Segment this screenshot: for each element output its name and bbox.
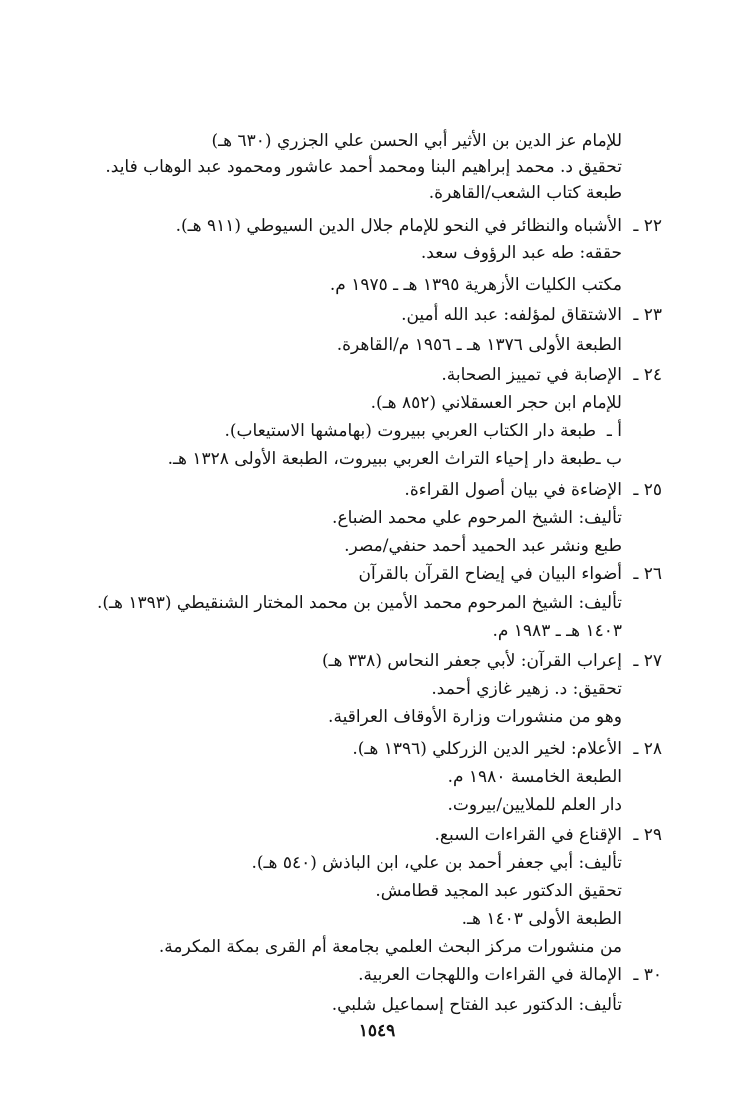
entry-number: ٢٩ ـ: [633, 825, 662, 845]
entry-number: ٢٦ ـ: [633, 564, 662, 584]
entry-text: الإمالة في القراءات واللهجات العربية.: [358, 965, 622, 985]
entry-text: الإصابة في تمييز الصحابة.: [441, 365, 622, 385]
entry-text: تحقيق: د. زهير غازي أحمد.: [431, 679, 622, 699]
entry-detail-line: [0, 390, 754, 416]
entry-heading-line: [0, 302, 754, 328]
entry-text: من منشورات مركز البحث العلمي بجامعة أم القرى بمكة المكرمة.: [158, 937, 622, 957]
entry-text: للإمام ابن حجر العسقلاني (٨٥٢ هـ).: [370, 393, 622, 413]
entry-detail-line: [0, 154, 754, 180]
entry-heading-line: [0, 822, 754, 848]
entry-heading-line: [0, 561, 754, 587]
entry-text: طبعة دار إحياء التراث العربي ببيروت، الطبعة الأولى ١٣٢٨ هـ.: [167, 449, 596, 469]
entry-detail-line: [0, 590, 754, 616]
entry-heading-line: [0, 477, 754, 503]
entry-number: ٢٨ ـ: [633, 739, 662, 759]
entry-number: ٢٢ ـ: [633, 216, 662, 236]
entry-text: مكتب الكليات الأزهرية ١٣٩٥ هـ ـ ١٩٧٥ م.: [329, 275, 622, 295]
entry-text: حققه: طه عبد الرؤوف سعد.: [420, 243, 622, 263]
entry-number: ٢٤ ـ: [633, 365, 662, 385]
entry-text: الطبعة الأولى ١٣٧٦ هـ ـ ١٩٥٦ م/القاهرة.: [336, 335, 622, 355]
entry-text: الأعلام: لخير الدين الزركلي (١٣٩٦ هـ).: [352, 739, 622, 759]
entry-detail-line: [0, 128, 754, 154]
entry-detail-line: [0, 878, 754, 904]
entry-text: الإقناع في القراءات السبع.: [434, 825, 622, 845]
entry-text: طبع ونشر عبد الحميد أحمد حنفي/مصر.: [344, 536, 622, 556]
entry-text: الطبعة الأولى ١٤٠٣ هـ.: [461, 909, 622, 929]
sub-item-marker: أ ـ: [606, 421, 622, 441]
entry-number: ٣٠ ـ: [633, 965, 662, 985]
sub-item-marker: ب ـ: [595, 449, 622, 469]
entry-detail-line: [0, 676, 754, 702]
entry-number: ٢٣ ـ: [633, 305, 662, 325]
entry-text: ١٤٠٣ هـ ـ ١٩٨٣ م.: [492, 621, 622, 641]
entry-number: ٢٧ ـ: [633, 651, 662, 671]
entry-text: الطبعة الخامسة ١٩٨٠ م.: [447, 767, 622, 787]
entry-detail-line: [0, 446, 754, 472]
entry-text: الاشتقاق لمؤلفه: عبد الله أمين.: [401, 305, 622, 325]
entry-heading-line: [0, 213, 754, 239]
entry-detail-line: [0, 505, 754, 531]
entry-text: الإضاءة في بيان أصول القراءة.: [404, 480, 622, 500]
entry-detail-line: [0, 704, 754, 730]
entry-detail-line: [0, 906, 754, 932]
entry-text: أضواء البيان في إيضاح القرآن بالقرآن: [358, 564, 622, 584]
entry-text: تأليف: الدكتور عبد الفتاح إسماعيل شلبي.: [331, 995, 622, 1015]
entry-detail-line: [0, 272, 754, 298]
entry-detail-line: [0, 992, 754, 1018]
entry-text: إعراب القرآن: لأبي جعفر النحاس (٣٣٨ هـ): [321, 651, 622, 671]
entry-detail-line: [0, 618, 754, 644]
entry-detail-line: [0, 533, 754, 559]
entry-text: دار العلم للملايين/بيروت.: [447, 795, 622, 815]
entry-detail-line: [0, 418, 754, 444]
entry-heading-line: [0, 736, 754, 762]
entry-text: تأليف: الشيخ المرحوم علي محمد الضباع.: [332, 508, 622, 528]
entry-detail-line: [0, 934, 754, 960]
entry-text: طبعة دار الكتاب العربي ببيروت (بهامشها الاستيعاب).: [224, 421, 596, 441]
entry-detail-line: [0, 764, 754, 790]
entry-text: تحقيق الدكتور عبد المجيد قطامش.: [375, 881, 622, 901]
entry-text: تأليف: أبي جعفر أحمد بن علي، ابن الباذش (٥٤٠ هـ).: [251, 853, 622, 873]
entry-heading-line: [0, 962, 754, 988]
entry-text: طبعة كتاب الشعب/القاهرة.: [428, 183, 622, 203]
entry-text: للإمام عز الدين بن الأثير أبي الحسن علي الجزري (٦٣٠ هـ): [211, 131, 622, 151]
entry-detail-line: [0, 240, 754, 266]
entry-text: تأليف: الشيخ المرحوم محمد الأمين بن محمد المختار الشنقيطي (١٣٩٣ هـ).: [96, 593, 622, 613]
entry-text: وهو من منشورات وزارة الأوقاف العراقية.: [328, 707, 622, 727]
entry-detail-line: [0, 180, 754, 206]
entry-number: ٢٥ ـ: [633, 480, 662, 500]
entry-detail-line: [0, 792, 754, 818]
entry-text: الأشباه والنظائر في النحو للإمام جلال الدين السيوطي (٩١١ هـ).: [175, 216, 622, 236]
entry-text: تحقيق د. محمد إبراهيم البنا ومحمد أحمد عاشور ومحمود عبد الوهاب فايد.: [105, 157, 622, 177]
page-number: ١٥٤٩: [358, 1021, 396, 1041]
entry-detail-line: [0, 332, 754, 358]
entry-heading-line: [0, 362, 754, 388]
entry-heading-line: [0, 648, 754, 674]
entry-detail-line: [0, 850, 754, 876]
